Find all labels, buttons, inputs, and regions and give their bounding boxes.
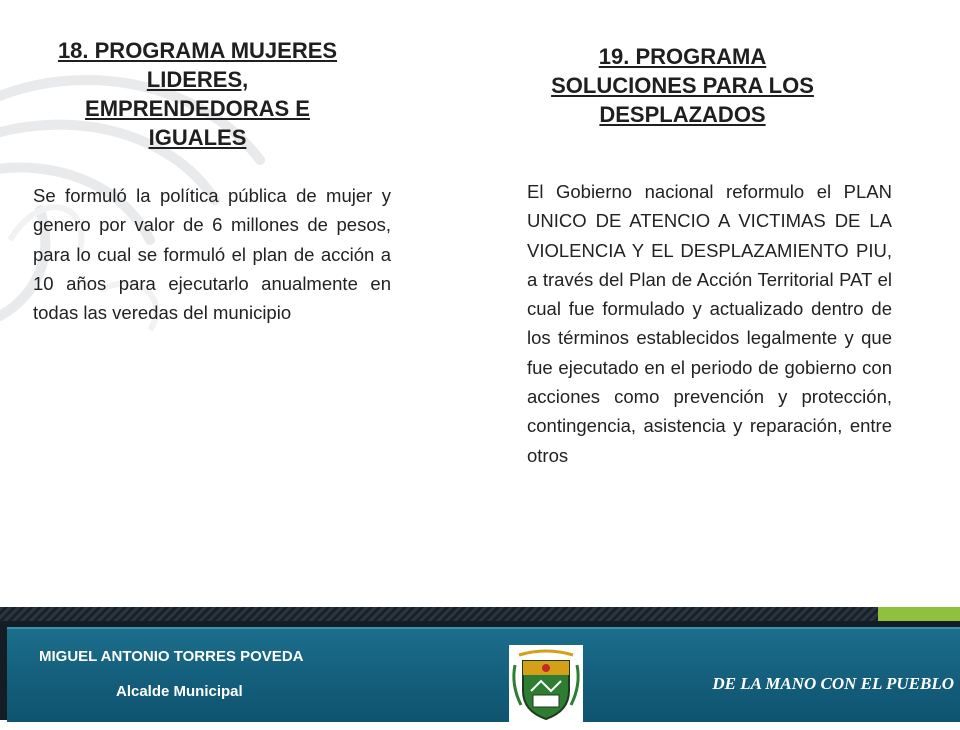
section-18-body: Se formuló la política pública de mujer y genero por valor de 6 millones de pesos, para lo cual se formuló el plan de acción a 10 años para ejecutarlo anualmente en todas las veredas del municipio <box>33 185 391 324</box>
section-18-heading-line: EMPRENDEDORAS E <box>85 96 310 121</box>
mayor-name: MIGUEL ANTONIO TORRES POVEDA <box>39 648 304 665</box>
section-19-body: El Gobierno nacional reformulo el PLAN UNICO DE ATENCIO A VICTIMAS DE LA VIOLENCIA Y EL DESPLAZAMIENTO PIU, a través del Plan de Acción Territorial PAT el cual fue formulado y actualizado dentro de los términos establecidos legalmente y que fue ejecutado en el periodo de gobierno con acciones como prevención y protección, contingencia, asistencia y reparación, entre otros <box>527 181 892 466</box>
section-19-heading-line: DESPLAZADOS <box>599 102 766 127</box>
section-18-heading-line: IGUALES <box>148 125 247 150</box>
section-18-heading-line: 18. PROGRAMA MUJERES <box>57 38 338 63</box>
footer <box>0 607 960 720</box>
section-19-heading <box>505 42 860 129</box>
mayor-role: Alcalde Municipal <box>116 683 243 700</box>
footer-panel <box>7 627 960 722</box>
section-18-heading-line: LIDERES, <box>146 67 249 92</box>
section-18-heading <box>20 36 375 152</box>
footer-pattern-strip <box>0 607 960 621</box>
slogan: DE LA MANO CON EL PUEBLO <box>712 674 954 693</box>
municipal-coat-of-arms-icon <box>509 645 583 725</box>
section-19-heading-line: SOLUCIONES PARA LOS <box>551 73 814 98</box>
footer-accent-bar <box>878 607 960 621</box>
section-19-heading-line: 19. PROGRAMA <box>598 44 767 69</box>
